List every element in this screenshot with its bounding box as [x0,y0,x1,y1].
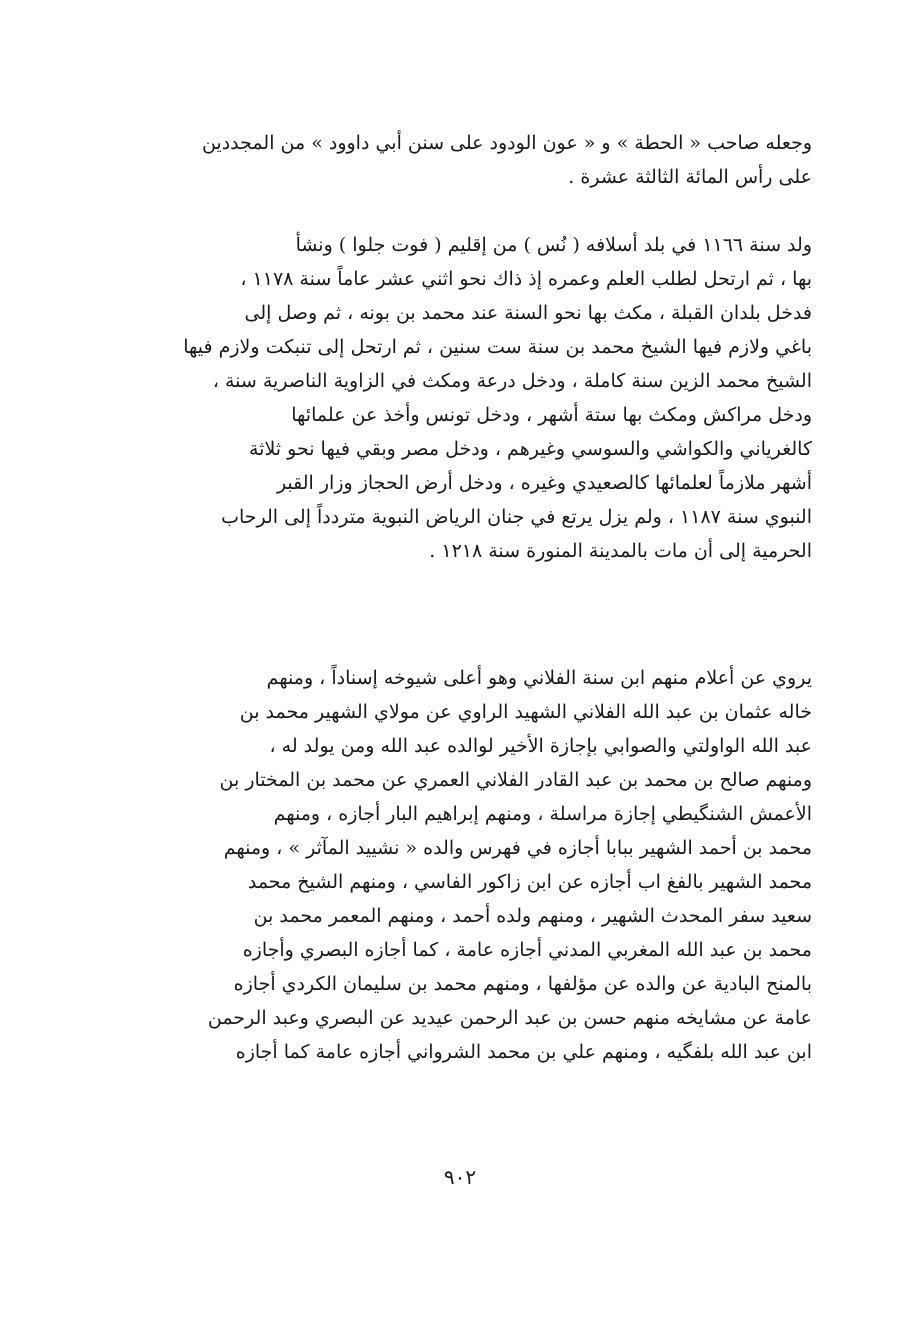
text-line: محمد بن عبد الله المغربي المدني أجازه عامة ، كما أجازه البصري وأجازه [242,939,812,961]
text-line: كالغرياني والكواشي والسوسي وغيرهم ، ودخل مصر وبقي فيها نحو ثلاثة [249,438,812,460]
text-line: ابن عبد الله بلفگيه ، ومنهم علي بن محمد الشرواني أجازه عامة كما أجازه [235,1041,812,1063]
text-line: الحرمية إلى أن مات بالمدينة المنورة سنة ١٢١٨ . [429,540,812,562]
page-number: ٩٠٢ [443,1165,477,1189]
paragraph-2 [100,228,812,568]
paragraph-1 [100,126,812,194]
text-line: أشهر ملازماً لعلمائها كالصعيدي وغيره ، ودخل أرض الحجاز وزار القبر [276,472,812,494]
text-line: ودخل مراكش ومكث بها ستة أشهر ، ودخل تونس وأخذ عن علمائها [291,404,812,426]
paragraph-3 [100,661,812,1069]
text-line: محمد بن أحمد الشهير ببابا أجازه في فهرس والده « نشييد المآثر » ، ومنهم [223,837,812,859]
text-line: الأعمش الشنگيطي إجازة مراسلة ، ومنهم إبراهيم البار أجازه ، ومنهم [273,803,812,825]
text-line: يروي عن أعلام منهم ابن سنة الفلاني وهو أعلى شيوخه إسناداً ، ومنهم [266,667,812,689]
text-line: النبوي سنة ١١٨٧ ، ولم يزل يرتع في جنان الرياض النبوية متردداً إلى الرحاب [221,506,812,528]
text-line: خاله عثمان بن عبد الله الفلاني الشهيد الراوي عن مولاي الشهير محمد بن [239,701,812,723]
text-line: على رأس المائة الثالثة عشرة . [568,166,812,188]
text-line: سعيد سفر المحدث الشهير ، ومنهم ولده أحمد ، ومنهم المعمر محمد بن [253,905,812,927]
text-line: ولد سنة ١١٦٦ في بلد أسلافه ( نُس ) من إقليم ( فوت جلوا ) ونشأ [295,234,812,256]
text-line: ومنهم صالح بن محمد بن عبد القادر الفلاني العمري عن محمد بن المختار بن [219,769,812,791]
text-line: الشيخ محمد الزين سنة كاملة ، ودخل درعة ومكث في الزاوية الناصرية سنة ، [212,370,812,392]
text-line: بالمنح البادية عن والده عن مؤلفها ، ومنهم محمد بن سليمان الكردي أجازه [233,973,812,995]
text-line: باغي ولازم فيها الشيخ محمد بن سنة ست سنين ، ثم ارتحل إلى تنبكت ولازم فيها [183,336,812,358]
text-line: فدخل بلدان القبلة ، مكث بها نحو السنة عند محمد بن بونه ، ثم وصل إلى [244,302,812,324]
text-line: عامة عن مشايخه منهم حسن بن عبد الرحمن عيديد عن البصري وعبد الرحمن [207,1007,812,1029]
text-line: وجعله صاحب « الحطة » و « عون الودود على سنن أبي داوود » من المجددين [201,132,812,154]
text-line: محمد الشهير بالفغ اب أجازه عن ابن زاكور الفاسي ، ومنهم الشيخ محمد [247,871,812,893]
text-line: عبد الله الواولتي والصوابي بإجازة الأخير لوالده عبد الله ومن يولد له ، [269,735,812,757]
text-line: بها ، ثم ارتحل لطلب العلم وعمره إذ ذاك نحو اثني عشر عاماً سنة ١١٧٨ ، [240,268,812,290]
